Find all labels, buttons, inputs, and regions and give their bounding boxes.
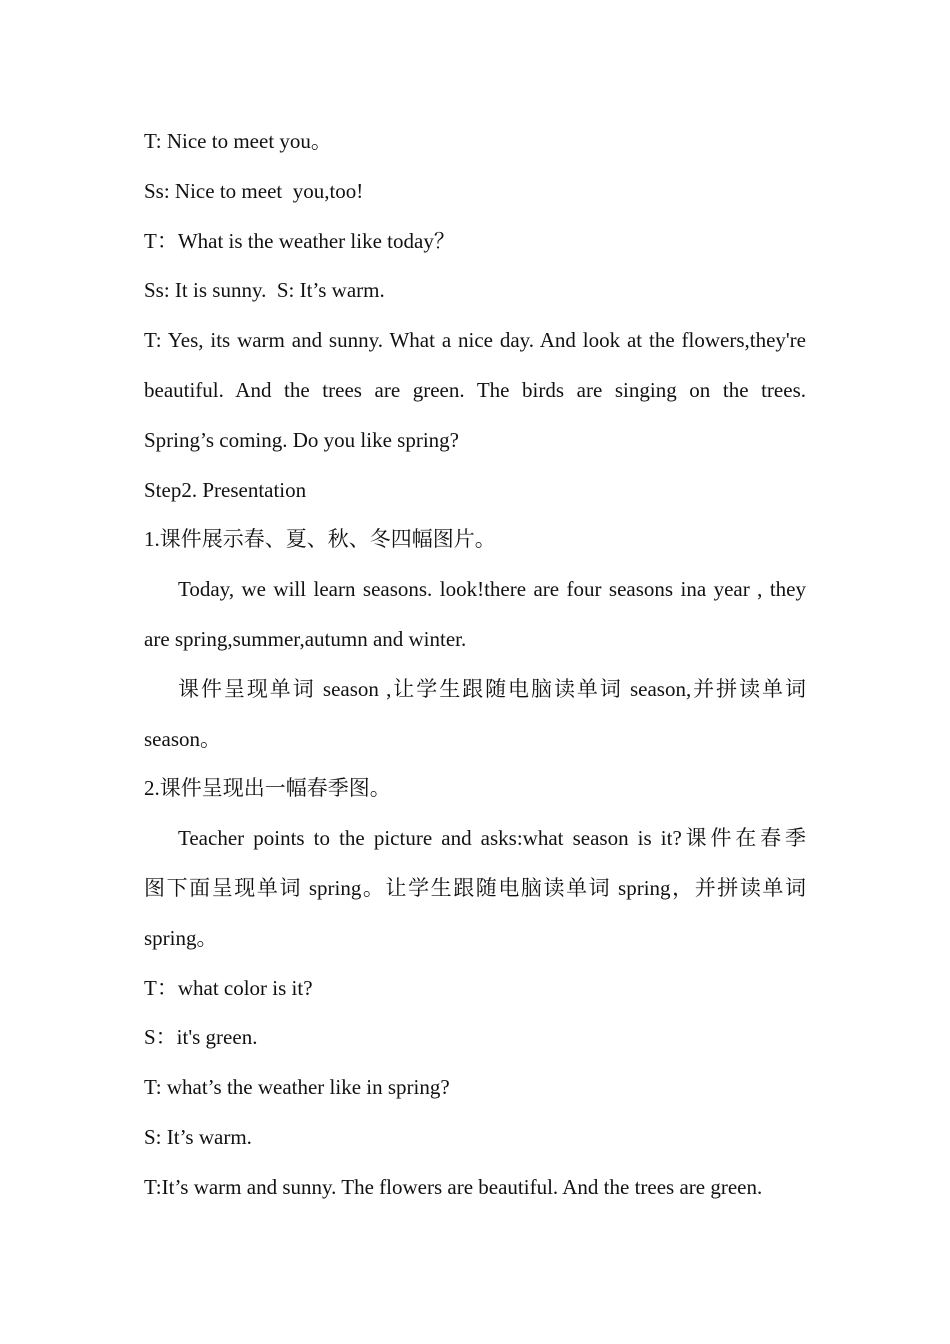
dialogue-line-11: S: It’s warm. bbox=[144, 1124, 252, 1149]
dialogue-line-5: T: Yes, its warm and sunny. What a nice day. And look at the flowers,they're bbox=[144, 328, 806, 353]
paragraph-line-1: Today, we will learn seasons. look!there are four seasons ina year , they bbox=[178, 577, 806, 602]
paragraph-line-6: 图下面呈现单词 spring。让学生跟随电脑读单词 spring，并拼读单词 bbox=[144, 875, 806, 900]
dialogue-line-7: Spring’s coming. Do you like spring? bbox=[144, 427, 459, 452]
dialogue-line-12: T:It’s warm and sunny. The flowers are beautiful. And the trees are green. bbox=[144, 1174, 763, 1199]
dialogue-line-8: T：what color is it? bbox=[144, 975, 313, 1000]
step-item-2: 2.课件呈现出一幅春季图。 bbox=[144, 776, 391, 801]
document-body bbox=[144, 117, 806, 1213]
dialogue-line-10: T: what’s the weather like in spring? bbox=[144, 1075, 450, 1100]
dialogue-line-4: Ss: It is sunny. S: It’s warm. bbox=[144, 278, 385, 303]
paragraph-line-4: season。 bbox=[144, 726, 221, 751]
dialogue-line-1: T: Nice to meet you。 bbox=[144, 129, 332, 153]
dialogue-line-2: Ss: Nice to meet you,too! bbox=[144, 178, 364, 203]
dialogue-line-6: beautiful. And the trees are green. The birds are singing on the trees. bbox=[144, 377, 806, 402]
paragraph-line-3: 课件呈现单词 season ,让学生跟随电脑读单词 season,并拼读单词 bbox=[178, 676, 806, 701]
dialogue-line-3: T：What is the weather like today？ bbox=[144, 228, 455, 253]
section-heading-presentation: Step2. Presentation bbox=[144, 477, 307, 502]
paragraph-line-7: spring。 bbox=[144, 925, 218, 950]
step-item-1: 1.课件展示春、夏、秋、冬四幅图片。 bbox=[144, 527, 496, 552]
dialogue-line-9: S：it's green. bbox=[144, 1025, 258, 1050]
paragraph-line-2: are spring,summer,autumn and winter. bbox=[144, 626, 467, 651]
paragraph-line-5: Teacher points to the picture and asks:what season is it?课件在春季 bbox=[178, 826, 806, 851]
